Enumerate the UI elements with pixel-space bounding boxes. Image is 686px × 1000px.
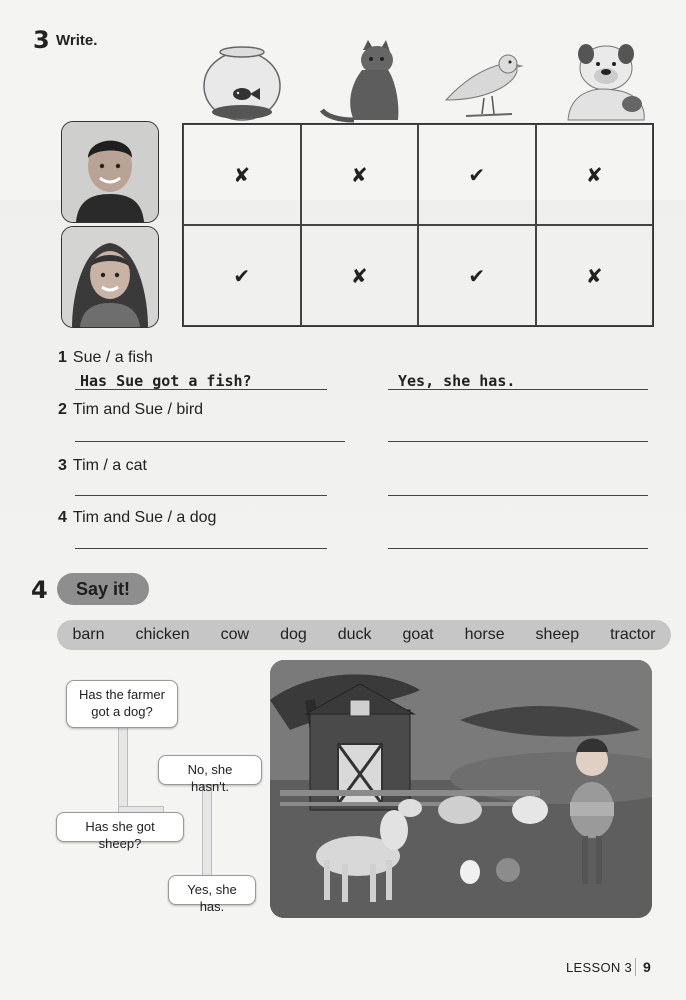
grid-cell: ✔ xyxy=(418,124,536,225)
answer-1-question: Has Sue got a fish? xyxy=(80,372,252,390)
speech-bubble: Has the farmer got a dog? xyxy=(66,680,178,728)
speech-bubble: Yes, she has. xyxy=(168,875,256,905)
speech-bubble: No, she hasn't. xyxy=(158,755,262,785)
question-prompt: Tim and Sue / bird xyxy=(72,401,204,418)
sue-photo xyxy=(61,226,159,328)
answer-line[interactable] xyxy=(388,441,648,442)
question-4 xyxy=(58,509,216,527)
grid-cell: ✘ xyxy=(301,225,419,326)
question-2 xyxy=(58,401,203,419)
question-number: 4 xyxy=(58,509,67,526)
question-number: 3 xyxy=(58,457,67,474)
word-bank-item: sheep xyxy=(535,626,580,643)
answer-line[interactable] xyxy=(75,441,345,442)
word-bank-item: chicken xyxy=(135,626,190,643)
answer-1-short-answer: Yes, she has. xyxy=(398,372,516,390)
answer-line[interactable] xyxy=(75,495,327,496)
grid-cell: ✘ xyxy=(183,124,301,225)
exercise-3-number: 3 xyxy=(33,26,50,54)
question-prompt: Tim / a cat xyxy=(72,457,147,474)
exercise-3-title: Write. xyxy=(56,32,98,49)
question-3 xyxy=(58,457,147,475)
word-bank-item: tractor xyxy=(610,626,656,643)
tim-photo xyxy=(61,121,159,223)
question-prompt: Tim and Sue / a dog xyxy=(72,509,217,526)
word-bank-item: duck xyxy=(337,626,372,643)
grid-cell: ✘ xyxy=(301,124,419,225)
grid-cell: ✔ xyxy=(418,225,536,326)
question-number: 2 xyxy=(58,401,67,418)
lesson-label: LESSON 3 xyxy=(566,960,632,975)
say-it-pill: Say it! xyxy=(57,573,149,605)
answer-line[interactable] xyxy=(388,495,648,496)
farm-scene-drawing xyxy=(270,660,652,918)
word-bank-item: barn xyxy=(72,626,105,643)
word-bank-item: dog xyxy=(280,626,307,643)
cat-icon xyxy=(318,38,410,124)
girl-portrait xyxy=(62,227,158,327)
bubble-connector xyxy=(202,783,212,881)
word-bank-item: cow xyxy=(220,626,250,643)
bulldog-icon xyxy=(556,38,648,124)
grid-cell: ✔ xyxy=(183,225,301,326)
boy-portrait xyxy=(62,122,158,222)
word-bank-item: horse xyxy=(464,626,505,643)
bubble-connector xyxy=(118,726,128,816)
exercise-4-number: 4 xyxy=(31,576,48,604)
page-number: 9 xyxy=(643,959,651,975)
grid-cell: ✘ xyxy=(536,225,654,326)
answer-line[interactable] xyxy=(388,548,648,549)
word-bank-item: goat xyxy=(402,626,434,643)
footer-divider xyxy=(635,958,636,976)
answer-line[interactable] xyxy=(388,389,648,390)
farm-illustration xyxy=(270,660,652,918)
grid-cell: ✘ xyxy=(536,124,654,225)
answer-line[interactable] xyxy=(75,548,327,549)
question-prompt: Sue / a fish xyxy=(72,349,153,366)
bird-icon xyxy=(436,38,528,124)
speech-bubble: Has she got sheep? xyxy=(56,812,184,842)
pets-grid xyxy=(182,123,654,327)
answer-line[interactable] xyxy=(75,389,327,390)
goldfish-bowl-icon xyxy=(196,38,288,124)
question-number: 1 xyxy=(58,349,67,366)
question-1 xyxy=(58,349,153,367)
word-bank xyxy=(57,620,671,650)
